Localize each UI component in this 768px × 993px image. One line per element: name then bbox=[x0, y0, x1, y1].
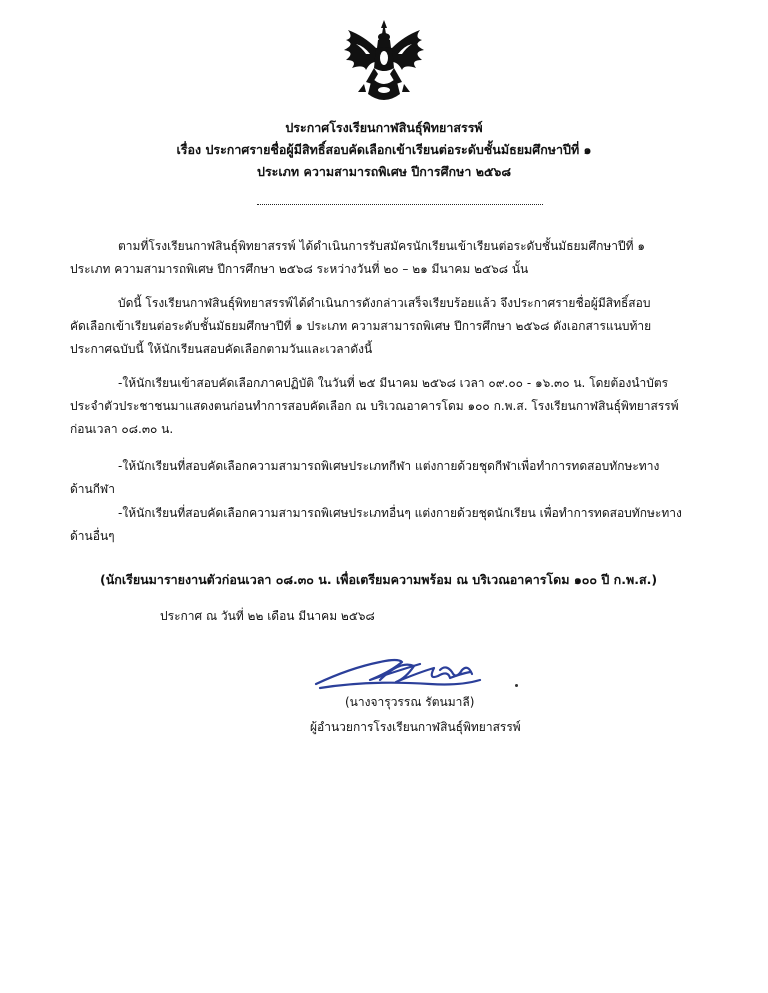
announce-date: ประกาศ ณ วันที่ ๒๒ เดือน มีนาคม ๒๕๖๘ bbox=[160, 609, 375, 623]
handwritten-signature-icon bbox=[310, 650, 510, 698]
signer-position: ผู้อำนวยการโรงเรียนกาฬสินธุ์พิทยาสรรพ์ bbox=[310, 720, 521, 734]
paragraph-4-line-2: ด้านกีฬา bbox=[70, 482, 115, 496]
title-school: ประกาศโรงเรียนกาฬสินธุ์พิทยาสรรพ์ bbox=[285, 120, 483, 135]
paragraph-1-line-1: ตามที่โรงเรียนกาฬสินธุ์พิทยาสรรพ์ ได้ดำเนินการรับสมัครนักเรียนเข้าเรียนต่อระดับชั้นมัธยมศึกษาปีที่ ๑ bbox=[118, 239, 645, 253]
paragraph-3-line-1: -ให้นักเรียนเข้าสอบคัดเลือกภาคปฏิบัติ ในวันที่ ๒๕ มีนาคม ๒๕๖๘ เวลา ๐๙.๐๐ - ๑๖.๓๐ น. โดยต้องนำบัตร bbox=[118, 376, 669, 390]
signer-name: (นางจารุวรรณ รัตนมาลี) bbox=[345, 695, 475, 709]
paragraph-4-line-1: -ให้นักเรียนที่สอบคัดเลือกความสามารถพิเศษประเภทกีฬา แต่งกายด้วยชุดกีฬาเพื่อทำการทดสอบทักษะทาง bbox=[118, 459, 660, 473]
title-subject: เรื่อง ประกาศรายชื่อผู้มีสิทธิ์สอบคัดเลือกเข้าเรียนต่อระดับชั้นมัธยมศึกษาปีที่ ๑ bbox=[176, 142, 592, 157]
paragraph-1-line-2: ประเภท ความสามารถพิเศษ ปีการศึกษา ๒๕๖๘ ระหว่างวันที่ ๒๐ – ๒๑ มีนาคม ๒๕๖๘ นั้น bbox=[70, 262, 529, 276]
paragraph-2-line-1: บัดนี้ โรงเรียนกาฬสินธุ์พิทยาสรรพ์ได้ดำเนินการดังกล่าวเสร็จเรียบร้อยแล้ว จึงประกาศรายชื่อผู้มีสิทธิ์สอบ bbox=[118, 296, 651, 310]
garuda-emblem-icon bbox=[336, 18, 432, 108]
signature-dot bbox=[515, 684, 518, 687]
paragraph-2-line-3: ประกาศฉบับนี้ ให้นักเรียนสอบคัดเลือกตามวันและเวลาดังนี้ bbox=[70, 342, 373, 356]
paragraph-3-line-2: ประจำตัวประชาชนมาแสดงตนก่อนทำการสอบคัดเลือก ณ บริเวณอาคารโดม ๑๐๐ ก.พ.ส. โรงเรียนกาฬสินธุ์พิทยาสรรพ์ bbox=[70, 399, 679, 413]
paragraph-5-line-2: ด้านอื่นๆ bbox=[70, 529, 115, 543]
report-time-note: (นักเรียนมารายงานตัวก่อนเวลา ๐๘.๓๐ น. เพื่อเตรียมความพร้อม ณ บริเวณอาคารโดม ๑๐๐ ปี ก.พ.ส.) bbox=[100, 572, 658, 587]
dotted-divider bbox=[257, 204, 543, 205]
paragraph-2-line-2: คัดเลือกเข้าเรียนต่อระดับชั้นมัธยมศึกษาปีที่ ๑ ประเภท ความสามารถพิเศษ ปีการศึกษา ๒๕๖๘ ดังเอกสารแนบท้าย bbox=[70, 319, 652, 333]
title-category: ประเภท ความสามารถพิเศษ ปีการศึกษา ๒๕๖๘ bbox=[257, 164, 511, 179]
paragraph-3-line-3: ก่อนเวลา ๐๘.๓๐ น. bbox=[70, 422, 174, 436]
paragraph-5-line-1: -ให้นักเรียนที่สอบคัดเลือกความสามารถพิเศษประเภทอื่นๆ แต่งกายด้วยชุดนักเรียน เพื่อทำการทดสอบทักษะทาง bbox=[118, 506, 682, 520]
